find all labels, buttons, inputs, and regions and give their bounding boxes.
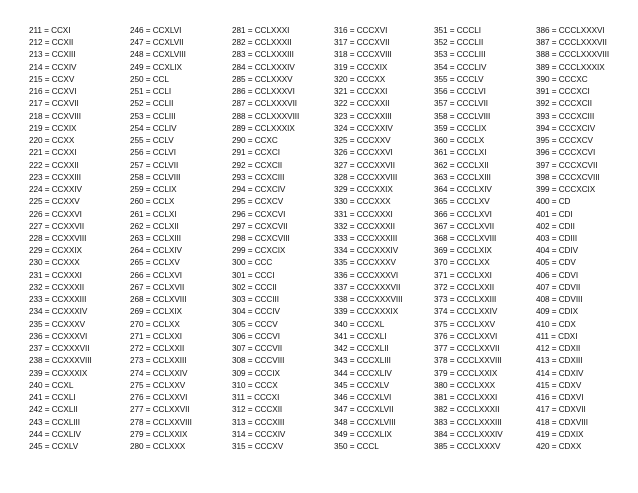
roman-numeral-entry: 375 = CCCLXXV <box>434 319 496 329</box>
roman-numeral-column-2 <box>130 25 231 453</box>
roman-numeral-entry: 356 = CCCLVI <box>434 87 486 97</box>
roman-numeral-entry: 296 = CCXCVI <box>232 209 286 219</box>
roman-numeral-entry: 320 = CCCXX <box>334 74 386 84</box>
roman-numeral-entry: 402 = CDII <box>536 221 575 231</box>
roman-numeral-entry: 339 = CCCXXXIX <box>334 307 399 317</box>
roman-numeral-entry: 389 = CCCLXXXIX <box>536 62 605 72</box>
roman-numeral-entry: 244 = CCXLIV <box>29 429 81 439</box>
roman-numeral-entry: 390 = CCCXC <box>536 74 588 84</box>
roman-numeral-entry: 366 = CCCLXVI <box>434 209 492 219</box>
roman-numeral-entry: 239 = CCXXXIX <box>29 368 88 378</box>
roman-numeral-entry: 298 = CCXCVIII <box>232 233 290 243</box>
roman-numeral-entry: 344 = CCCXLIV <box>334 368 392 378</box>
roman-numeral-entry: 283 = CCLXXXIII <box>232 50 294 60</box>
roman-numeral-entry: 346 = CCCXLVI <box>334 393 392 403</box>
roman-numeral-entry: 355 = CCCLV <box>434 74 484 84</box>
roman-numeral-entry: 336 = CCCXXXVI <box>334 270 399 280</box>
roman-numeral-entry: 259 = CCLIX <box>130 185 177 195</box>
roman-numeral-entry: 231 = CCXXXI <box>29 270 82 280</box>
roman-numeral-entry: 420 = CDXX <box>536 441 582 451</box>
roman-numeral-entry: 418 = CDXVIII <box>536 417 588 427</box>
roman-numeral-entry: 272 = CCLXXII <box>130 344 185 354</box>
roman-numeral-entry: 381 = CCCLXXXI <box>434 393 498 403</box>
roman-numeral-entry: 224 = CCXXIV <box>29 185 82 195</box>
roman-numeral-entry: 396 = CCCXCVI <box>536 148 596 158</box>
roman-numeral-entry: 312 = CCCXII <box>232 405 283 415</box>
roman-numeral-entry: 287 = CCLXXXVII <box>232 99 298 109</box>
roman-numeral-entry: 394 = CCCXCIV <box>536 123 596 133</box>
roman-numeral-column-3 <box>232 25 333 453</box>
roman-numeral-entry: 294 = CCXCIV <box>232 185 286 195</box>
roman-numeral-entry: 277 = CCLXXVII <box>130 405 190 415</box>
roman-numeral-entry: 238 = CCXXXVIII <box>29 356 92 366</box>
roman-numeral-column-5 <box>434 25 535 453</box>
roman-numeral-entry: 302 = CCCII <box>232 282 277 292</box>
roman-numeral-entry: 233 = CCXXXIII <box>29 295 87 305</box>
roman-numeral-entry: 291 = CCXCI <box>232 148 280 158</box>
roman-numeral-entry: 229 = CCXXIX <box>29 246 82 256</box>
roman-numeral-entry: 338 = CCCXXXVIII <box>334 295 403 305</box>
roman-numeral-entry: 325 = CCCXXV <box>334 136 391 146</box>
roman-numeral-entry: 379 = CCCLXXIX <box>434 368 498 378</box>
roman-numeral-entry: 220 = CCXX <box>29 136 75 146</box>
roman-numeral-entry: 303 = CCCIII <box>232 295 279 305</box>
roman-numeral-entry: 290 = CCXC <box>232 136 278 146</box>
roman-numeral-entry: 273 = CCLXXIII <box>130 356 187 366</box>
roman-numeral-entry: 248 = CCXLVIII <box>130 50 186 60</box>
roman-numeral-entry: 408 = CDVIII <box>536 295 583 305</box>
roman-numeral-entry: 388 = CCCLXXXVIII <box>536 50 610 60</box>
roman-numeral-entry: 247 = CCXLVII <box>130 38 184 48</box>
roman-numeral-entry: 417 = CDXVII <box>536 405 586 415</box>
roman-numeral-entry: 245 = CCXLV <box>29 441 79 451</box>
roman-numeral-entry: 343 = CCCXLIII <box>334 356 391 366</box>
roman-numeral-entry: 392 = CCCXCII <box>536 99 593 109</box>
roman-numeral-entry: 369 = CCCLXIX <box>434 246 492 256</box>
roman-numeral-entry: 293 = CCXCIII <box>232 172 285 182</box>
roman-numeral-entry: 413 = CDXIII <box>536 356 583 366</box>
roman-numeral-entry: 395 = CCCXCV <box>536 136 593 146</box>
roman-numeral-entry: 218 = CCXVIII <box>29 111 81 121</box>
roman-numeral-entry: 368 = CCCLXVIII <box>434 233 497 243</box>
roman-numeral-entry: 360 = CCCLX <box>434 136 485 146</box>
roman-numeral-entry: 376 = CCCLXXVI <box>434 331 498 341</box>
roman-numeral-entry: 297 = CCXCVII <box>232 221 288 231</box>
roman-numeral-entry: 215 = CCXV <box>29 74 75 84</box>
roman-numeral-entry: 282 = CCLXXXII <box>232 38 292 48</box>
roman-numeral-entry: 313 = CCCXIII <box>232 417 285 427</box>
roman-numeral-entry: 362 = CCCLXII <box>434 160 489 170</box>
roman-numeral-entry: 266 = CCLXVI <box>130 270 182 280</box>
roman-numeral-entry: 284 = CCLXXXIV <box>232 62 295 72</box>
roman-numeral-entry: 304 = CCCIV <box>232 307 280 317</box>
roman-numeral-entry: 380 = CCCLXXX <box>434 380 496 390</box>
roman-numeral-entry: 223 = CCXXIII <box>29 172 81 182</box>
roman-numeral-entry: 246 = CCXLVI <box>130 26 182 35</box>
roman-numeral-column-1 <box>29 25 130 453</box>
roman-numeral-entry: 361 = CCCLXI <box>434 148 487 158</box>
roman-numeral-entry: 334 = CCCXXXIV <box>334 246 399 256</box>
roman-numeral-entry: 249 = CCXLIX <box>130 62 182 72</box>
roman-numeral-entry: 299 = CCXCIX <box>232 246 286 256</box>
roman-numeral-entry: 332 = CCCXXXII <box>334 221 395 231</box>
roman-numeral-entry: 335 = CCCXXXV <box>334 258 396 268</box>
roman-numeral-entry: 211 = CCXI <box>29 26 71 35</box>
roman-numeral-column-6 <box>536 25 637 453</box>
roman-numeral-entry: 347 = CCCXLVII <box>334 405 394 415</box>
roman-numeral-entry: 318 = CCCXVIII <box>334 50 392 60</box>
roman-numeral-entry: 314 = CCCXIV <box>232 429 286 439</box>
roman-numeral-entry: 227 = CCXXVII <box>29 221 85 231</box>
roman-numeral-entry: 301 = CCCI <box>232 270 275 280</box>
roman-numeral-entry: 309 = CCCIX <box>232 368 280 378</box>
roman-numeral-entry: 252 = CCLII <box>130 99 174 109</box>
roman-numeral-entry: 414 = CDXIV <box>536 368 584 378</box>
roman-numeral-entry: 258 = CCLVIII <box>130 172 181 182</box>
roman-numeral-entry: 295 = CCXCV <box>232 197 284 207</box>
roman-numeral-entry: 214 = CCXIV <box>29 62 77 72</box>
roman-numeral-entry: 292 = CCXCII <box>232 160 283 170</box>
roman-numeral-entry: 397 = CCCXCVII <box>536 160 598 170</box>
roman-numeral-entry: 216 = CCXVI <box>29 87 77 97</box>
roman-numeral-entry: 353 = CCCLIII <box>434 50 486 60</box>
roman-numeral-entry: 285 = CCLXXXV <box>232 74 293 84</box>
roman-numeral-entry: 399 = CCCXCIX <box>536 185 596 195</box>
roman-numeral-entry: 279 = CCLXXIX <box>130 429 188 439</box>
roman-numeral-entry: 308 = CCCVIII <box>232 356 285 366</box>
roman-numeral-entry: 349 = CCCXLIX <box>334 429 392 439</box>
roman-numeral-entry: 278 = CCLXXVIII <box>130 417 192 427</box>
roman-numeral-entry: 372 = CCCLXXII <box>434 282 495 292</box>
roman-numeral-entry: 401 = CDI <box>536 209 573 219</box>
roman-numeral-entry: 253 = CCLIII <box>130 111 176 121</box>
roman-numeral-entry: 257 = CCLVII <box>130 160 179 170</box>
roman-numeral-entry: 340 = CCCXL <box>334 319 385 329</box>
roman-numeral-entry: 251 = CCLI <box>130 87 172 97</box>
roman-numeral-entry: 326 = CCCXXVI <box>334 148 393 158</box>
roman-numeral-entry: 306 = CCCVI <box>232 331 280 341</box>
roman-numeral-entry: 265 = CCLXV <box>130 258 180 268</box>
roman-numeral-entry: 276 = CCLXXVI <box>130 393 188 403</box>
roman-numeral-entry: 267 = CCLXVII <box>130 282 185 292</box>
roman-numeral-column-4 <box>334 25 435 453</box>
roman-numeral-entry: 310 = CCCX <box>232 380 278 390</box>
roman-numeral-entry: 240 = CCXL <box>29 380 74 390</box>
roman-numeral-entry: 230 = CCXXX <box>29 258 80 268</box>
roman-numeral-entry: 234 = CCXXXIV <box>29 307 88 317</box>
roman-numeral-entry: 419 = CDXIX <box>536 429 584 439</box>
roman-numeral-entry: 337 = CCCXXXVII <box>334 282 401 292</box>
roman-numeral-entry: 412 = CDXII <box>536 344 581 354</box>
roman-numeral-entry: 329 = CCCXXIX <box>334 185 393 195</box>
roman-numeral-entry: 221 = CCXXI <box>29 148 77 158</box>
roman-numeral-entry: 383 = CCCLXXXIII <box>434 417 502 427</box>
roman-numeral-entry: 400 = CD <box>536 197 571 207</box>
roman-numeral-entry: 274 = CCLXXIV <box>130 368 188 378</box>
roman-numeral-entry: 243 = CCXLIII <box>29 417 81 427</box>
roman-numeral-entry: 217 = CCXVII <box>29 99 79 109</box>
roman-numeral-entry: 345 = CCCXLV <box>334 380 389 390</box>
roman-numeral-entry: 241 = CCXLI <box>29 393 76 403</box>
roman-numeral-entry: 330 = CCCXXX <box>334 197 391 207</box>
roman-numeral-entry: 373 = CCCLXXIII <box>434 295 497 305</box>
roman-numeral-entry: 405 = CDV <box>536 258 576 268</box>
roman-numeral-entry: 363 = CCCLXIII <box>434 172 491 182</box>
roman-numeral-entry: 263 = CCLXIII <box>130 233 182 243</box>
roman-numeral-entry: 352 = CCCLII <box>434 38 484 48</box>
roman-numeral-entry: 382 = CCCLXXXII <box>434 405 500 415</box>
roman-numeral-entry: 342 = CCCXLII <box>334 344 389 354</box>
roman-numeral-entry: 271 = CCLXXI <box>130 331 182 341</box>
roman-numeral-entry: 374 = CCCLXXIV <box>434 307 498 317</box>
roman-numeral-entry: 219 = CCXIX <box>29 123 77 133</box>
roman-numeral-entry: 316 = CCCXVI <box>334 26 388 35</box>
roman-numeral-entry: 378 = CCCLXXVIII <box>434 356 502 366</box>
roman-numeral-entry: 236 = CCXXXVI <box>29 331 88 341</box>
roman-numeral-entry: 261 = CCLXI <box>130 209 177 219</box>
roman-numeral-entry: 341 = CCCXLI <box>334 331 387 341</box>
roman-numeral-entry: 275 = CCLXXV <box>130 380 186 390</box>
roman-numeral-entry: 300 = CCC <box>232 258 273 268</box>
roman-numeral-entry: 415 = CDXV <box>536 380 582 390</box>
roman-numeral-entry: 213 = CCXIII <box>29 50 76 60</box>
roman-numeral-entry: 403 = CDIII <box>536 233 578 243</box>
roman-numeral-entry: 370 = CCCLXX <box>434 258 490 268</box>
roman-numeral-entry: 327 = CCCXXVII <box>334 160 395 170</box>
roman-numeral-entry: 250 = CCL <box>130 74 169 84</box>
roman-numeral-entry: 212 = CCXII <box>29 38 74 48</box>
roman-numeral-entry: 371 = CCCLXXI <box>434 270 492 280</box>
roman-numeral-entry: 254 = CCLIV <box>130 123 177 133</box>
roman-numeral-entry: 232 = CCXXXII <box>29 282 85 292</box>
roman-numeral-entry: 358 = CCCLVIII <box>434 111 491 121</box>
roman-numeral-entry: 322 = CCCXXII <box>334 99 390 109</box>
roman-numeral-entry: 410 = CDX <box>536 319 576 329</box>
roman-numeral-entry: 269 = CCLXIX <box>130 307 182 317</box>
roman-numeral-entry: 315 = CCCXV <box>232 441 284 451</box>
roman-numeral-entry: 228 = CCXXVIII <box>29 233 87 243</box>
roman-numeral-entry: 365 = CCCLXV <box>434 197 490 207</box>
roman-numeral-entry: 242 = CCXLII <box>29 405 78 415</box>
roman-numeral-entry: 288 = CCLXXXVIII <box>232 111 300 121</box>
roman-numeral-entry: 377 = CCCLXXVII <box>434 344 500 354</box>
roman-numeral-entry: 323 = CCCXXIII <box>334 111 392 121</box>
roman-numeral-entry: 222 = CCXXII <box>29 160 79 170</box>
roman-numeral-entry: 391 = CCCXCI <box>536 87 590 97</box>
roman-numeral-entry: 406 = CDVI <box>536 270 579 280</box>
roman-numeral-entry: 311 = CCCXI <box>232 393 280 403</box>
roman-numeral-entry: 359 = CCCLIX <box>434 123 487 133</box>
roman-numeral-entry: 281 = CCLXXXI <box>232 26 290 35</box>
roman-numeral-entry: 386 = CCCLXXXVI <box>536 26 605 35</box>
roman-numeral-entry: 268 = CCLXVIII <box>130 295 187 305</box>
roman-numeral-entry: 328 = CCCXXVIII <box>334 172 398 182</box>
roman-numeral-entry: 333 = CCCXXXIII <box>334 233 398 243</box>
roman-numeral-entry: 398 = CCCXCVIII <box>536 172 600 182</box>
roman-numeral-entry: 351 = CCCLI <box>434 26 482 35</box>
roman-numeral-entry: 235 = CCXXXV <box>29 319 86 329</box>
roman-numeral-entry: 364 = CCCLXIV <box>434 185 492 195</box>
roman-numeral-entry: 255 = CCLV <box>130 136 174 146</box>
roman-numeral-entry: 416 = CDXVI <box>536 393 584 403</box>
roman-numeral-entry: 289 = CCLXXXIX <box>232 123 295 133</box>
roman-numeral-entry: 280 = CCLXXX <box>130 441 186 451</box>
roman-numeral-entry: 260 = CCLX <box>130 197 175 207</box>
roman-numeral-entry: 367 = CCCLXVII <box>434 221 495 231</box>
roman-numeral-entry: 262 = CCLXII <box>130 221 179 231</box>
roman-numeral-entry: 307 = CCCVII <box>232 344 283 354</box>
roman-numeral-entry: 387 = CCCLXXXVII <box>536 38 607 48</box>
roman-numeral-entry: 237 = CCXXXVII <box>29 344 90 354</box>
roman-numeral-entry: 354 = CCCLIV <box>434 62 487 72</box>
roman-numeral-entry: 321 = CCCXXI <box>334 87 388 97</box>
roman-numeral-entry: 357 = CCCLVII <box>434 99 489 109</box>
roman-numeral-entry: 348 = CCCXLVIII <box>334 417 396 427</box>
roman-numeral-entry: 324 = CCCXXIV <box>334 123 393 133</box>
roman-numeral-entry: 409 = CDIX <box>536 307 579 317</box>
roman-numeral-entry: 384 = CCCLXXXIV <box>434 429 503 439</box>
roman-numeral-entry: 411 = CDXI <box>536 331 578 341</box>
roman-numeral-entry: 264 = CCLXIV <box>130 246 182 256</box>
roman-numeral-entry: 317 = CCCXVII <box>334 38 390 48</box>
roman-numeral-entry: 319 = CCCXIX <box>334 62 388 72</box>
roman-numeral-entry: 404 = CDIV <box>536 246 579 256</box>
roman-numeral-entry: 393 = CCCXCIII <box>536 111 595 121</box>
roman-numeral-entry: 331 = CCCXXXI <box>334 209 393 219</box>
roman-numeral-entry: 407 = CDVII <box>536 282 581 292</box>
roman-numeral-entry: 225 = CCXXV <box>29 197 80 207</box>
roman-numeral-entry: 270 = CCLXX <box>130 319 180 329</box>
roman-numeral-entry: 286 = CCLXXXVI <box>232 87 295 97</box>
roman-numeral-entry: 256 = CCLVI <box>130 148 176 158</box>
roman-numeral-entry: 226 = CCXXVI <box>29 209 82 219</box>
roman-numeral-entry: 305 = CCCV <box>232 319 278 329</box>
roman-numeral-entry: 350 = CCCL <box>334 441 379 451</box>
roman-numeral-entry: 385 = CCCLXXXV <box>434 441 501 451</box>
